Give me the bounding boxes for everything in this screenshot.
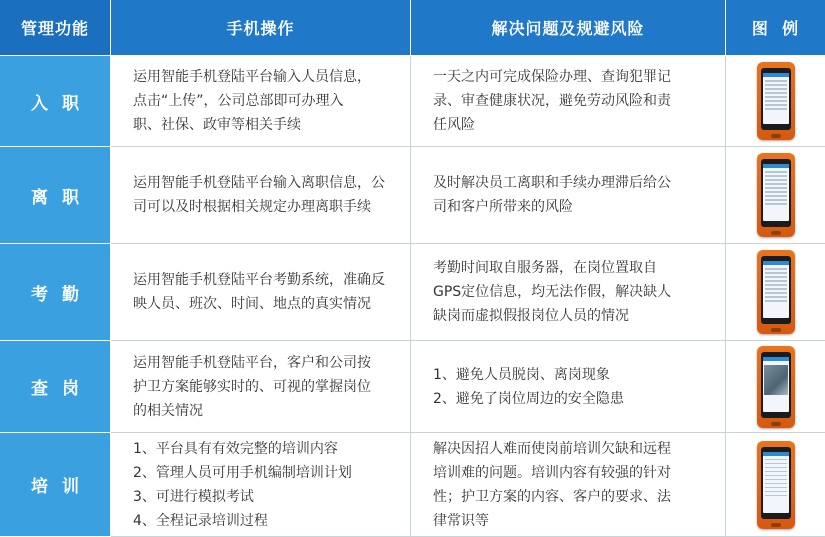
header-figure: 图 例 <box>726 0 825 56</box>
row-figure-onboarding <box>726 56 825 147</box>
text-line: 司和客户所带来的风险 <box>433 199 573 215</box>
row-operation-attendance <box>111 244 411 341</box>
text-line: 3、可进行模拟考试 <box>133 488 254 505</box>
row-label-onboarding: 入职 <box>0 56 111 147</box>
row-solution-training <box>411 433 726 537</box>
row-label-training: 培训 <box>0 433 111 537</box>
text-line: 培训难的问题。培训内容有较强的针对 <box>433 464 671 481</box>
row-figure-post-check <box>726 341 825 433</box>
text-line: 运用智能手机登陆平台输入人员信息， <box>133 69 371 85</box>
row-solution-post-check <box>411 341 726 433</box>
row-figure-training <box>726 433 825 537</box>
header-operation: 手机操作 <box>111 0 411 56</box>
text-line: 司可以及时根据相关规定办理离职手续 <box>133 199 371 215</box>
row-operation-post-check <box>111 341 411 433</box>
row-label-attendance: 考勤 <box>0 244 111 341</box>
text-line: GPS定位信息，均无法作假，解决缺人 <box>433 284 672 300</box>
text-line: 及时解决员工离职和手续办理滞后给公 <box>433 175 671 191</box>
text-line: 运用智能手机登陆平台输入离职信息，公 <box>133 175 385 191</box>
text-line: 2、管理人员可用手机编制培训计划 <box>133 464 352 481</box>
row-figure-attendance <box>726 244 825 341</box>
text-line: 任风险 <box>433 117 475 133</box>
text-line: 的相关情况 <box>133 402 203 419</box>
text-line: 运用智能手机登陆平台，客户和公司按 <box>133 354 371 371</box>
row-solution-onboarding <box>411 56 726 147</box>
text-line: 映人员、班次、时间、地点的真实情况 <box>133 296 371 312</box>
phone-form-icon <box>757 62 795 140</box>
row-solution-attendance <box>411 244 726 341</box>
row-operation-resignation <box>111 147 411 244</box>
header-solution: 解决问题及规避风险 <box>411 0 726 56</box>
text-line: 点击“上传”，公司总部即可办理入 <box>133 93 344 109</box>
text-line: 一天之内可完成保险办理、查询犯罪记 <box>433 69 671 85</box>
phone-form-icon <box>757 250 795 334</box>
phone-form-icon <box>757 153 795 237</box>
row-operation-training <box>111 433 411 537</box>
text-line: 1、避免人员脱岗、离岗现象 <box>433 366 610 383</box>
header-function: 管理功能 <box>0 0 111 56</box>
text-line: 职、社保、政审等相关手续 <box>133 117 301 133</box>
row-label-resignation: 离职 <box>0 147 111 244</box>
row-operation-onboarding <box>111 56 411 147</box>
text-line: 护卫方案能够实时的、可视的掌握岗位 <box>133 378 371 395</box>
text-line: 4、全程记录培训过程 <box>133 512 268 529</box>
row-label-post-check: 查岗 <box>0 341 111 433</box>
text-line: 律常识等 <box>433 512 489 529</box>
row-solution-resignation <box>411 147 726 244</box>
text-line: 解决因招人难而使岗前培训欠缺和远程 <box>433 440 671 457</box>
text-line: 1、平台具有有效完整的培训内容 <box>133 440 338 457</box>
text-line: 性；护卫方案的内容、客户的要求、法 <box>433 488 671 505</box>
text-line: 录、审查健康状况，避免劳动风险和责 <box>433 93 671 109</box>
text-line: 考勤时间取自服务器，在岗位置取自 <box>433 260 657 276</box>
phone-form-icon <box>757 441 795 529</box>
text-line: 缺岗而虚拟假报岗位人员的情况 <box>433 308 629 324</box>
phone-video-icon <box>757 346 795 428</box>
row-figure-resignation <box>726 147 825 244</box>
text-line: 运用智能手机登陆平台考勤系统，准确反 <box>133 272 385 288</box>
text-line: 2、避免了岗位周边的安全隐患 <box>433 390 624 407</box>
